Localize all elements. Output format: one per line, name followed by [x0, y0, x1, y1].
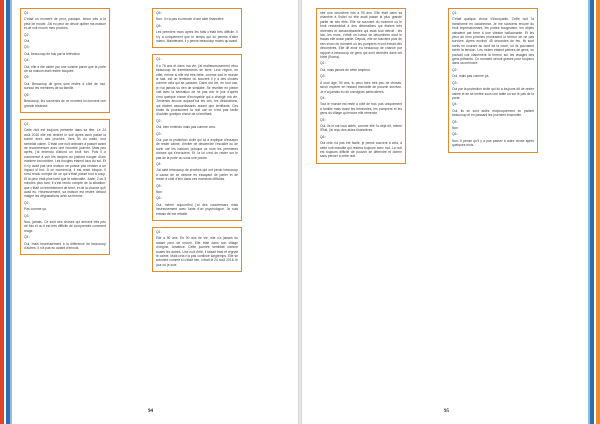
text-line: Q4 : — [452, 102, 459, 107]
text-line: Non, jamais. Ce sont des choses qui arrivent très peu de fois et où il est très difficile de comprendre comment réagir. — [24, 220, 106, 233]
text-line: Oui, beaucoup de fois par la télévision — [24, 51, 80, 56]
text-line: Elle a 90 ans. En 90 ans de vie, elle n'a jamais eu autant peur de mourir. Elle était dans son village d'origine, Amatrice. Cette journée semblait comme toutes les autres. Une nuit d'été, il faisait frais et régnait le calme. Mais cela n'a pas continué longtemps. Elle se souvient comme si c'était hier, c'était le 24 août 2016, le jour où je suis — [156, 236, 238, 267]
text-line: Q5 : — [156, 11, 163, 15]
text-line: Q1 : — [24, 11, 31, 15]
text-line: Cette nuit est toujours présente dans sa tête. Le 24 août 2016 elle est rentrée le soir après avoir passé la soirée avec des proches. Vers 3h du matin, tout semblait calme. C'était une nuit ordinaire à passer avant de recommencer avec une nouvelle journée. Mais peu après, j'ai entendu d'abord un bruit fort. Puis il a commencé à voir les lampes au plafond bouger d'une manière incontrôlée. Les bougies étaient tous au sol. Et il n'y avait pas une maison ne puisse pas résister à un impact si fort. À ce moment-là, il est resté bloqué. Il s'est rendu compte de ce qui s'était passé tout à coup. Et la peur était plus forte que la rationalité. Juste, 2 ou 3 minutes plus tard, il s'est rendu compte de la situation, que c'était un tremblement de terre, et de la chance qu'il avait eu. Heureusement, sa maison est restée debout malgré les dégradations avec sa femme. — [24, 128, 106, 199]
text-line: Q1 : — [156, 57, 163, 62]
text-line: Q3 : — [24, 213, 31, 218]
text-line: Q2 : — [24, 32, 31, 37]
text-line: Les premiers mois après les faits c'était très difficile. Il n'y a uniquement que le temps qui lui permis d'aller mieux. Maintenant, il y pense beaucoup moins qu'avant. — [156, 30, 239, 44]
testimony-box-3 — [152, 8, 242, 48]
text-line: Q4 : — [156, 161, 163, 166]
text-line: Q6 : — [156, 196, 163, 201]
column-4 — [448, 8, 538, 159]
text-line: J'ai aidé beaucoup de proches qui ont perdu beaucoup à cause de ce séisme en essayant de parler et de rester à côté d'eux dans ces moments difficiles. — [156, 168, 238, 182]
text-line: À mon âge, 90 ans, tu peux faire très peu de choses, sinon espérer en restant immobile de pouvoir survivre. Je n'ai jamais eu de consignes particulières. — [320, 80, 402, 94]
text-line: Q4 : — [24, 235, 31, 240]
text-line: Q3 : — [320, 74, 327, 79]
text-line: Q5 : — [156, 183, 163, 188]
text-line: Tout le monde est resté à côté de moi, pas uniquement à famille mais aussi les bénévoles, les pompiers et les gens du village qu'encore elle remercie. — [320, 102, 402, 116]
text-line: Q6 : — [320, 134, 327, 139]
text-line: Oui, mais jamais de cette ampleur. — [320, 67, 371, 72]
text-line: Oui cela n'a pas été facile, je pense souvent à cela, à cette nuit maudite qui restera toujours avec moi. La nuit est toujours difficile de pouvoir se détendre et dormir sans penser à cette nuit. — [320, 141, 402, 159]
column-3 — [316, 8, 406, 170]
right-border-stripe-orange — [596, 0, 600, 424]
text-line: Q3 : — [156, 131, 163, 136]
column-1 — [20, 8, 110, 261]
testimony-box-5 — [152, 227, 242, 272]
text-line: née une deuxième fois à 90 ans. Elle était dans sa chambre à l'hôtel où elle avait passé la plus grande partie de ses étés. Elle se souvient du moment où le bruit ressemblait à des détonations qui étaient très violentes et assourdissantes qui avait tout détruit : les lois, les murs, c'était un cumul de décombres dont le fracas elle aussi partie. Depuis, elle se souvient plus de rien sinon du moment où les pompiers m'ont extrait des décombres. Elle dit avoir eu beaucoup de chance par rapport à beaucoup de gens qui sont décédés dans cet hôtel (Roma). — [320, 11, 402, 60]
page-number-right: 95 — [444, 409, 449, 414]
text-line: Oui, mais pas comme ça. — [452, 74, 490, 79]
text-line: Q2 : — [24, 200, 31, 205]
text-line: Q1 : — [156, 230, 163, 235]
text-line: Non. Il n'a pas eu besoin d'une aide financière. — [156, 17, 225, 22]
text-line: Oui, par la protection civile qui lui a expliqué d'essayer de rester calme, d'éviter de descendre l'escalier ou de sortir car les balcons puisque ce sont les premières choses qui s'écroulent. Et, la loi c'est de rester sur le pas de la porte ou sous une poutre. — [156, 137, 238, 160]
column-2 — [152, 8, 242, 278]
text-line: Q6 : — [452, 132, 459, 137]
text-line: Oui, bien entendu mais pas comme cela. — [156, 125, 216, 130]
text-line: Non — [452, 125, 459, 130]
text-line: Q6 : — [24, 92, 31, 97]
testimony-box-2 — [20, 119, 110, 256]
testimony-box-6 — [316, 8, 406, 164]
text-line: Q2 : — [156, 118, 163, 123]
text-line: Oui. Beaucoup de gens sont restés à côté de moi, surtout les membres de sa famille. — [24, 81, 106, 91]
text-line: Q2 : — [452, 67, 459, 72]
text-line: Q3 : — [24, 45, 31, 50]
text-line: Beaucoup, les souvenirs de ce moment lui donnent une grande tristesse. — [24, 99, 106, 108]
text-line: Q5 : — [320, 117, 327, 122]
text-line: Oui, même aujourd'hui j'ai des cauchemars mais heureusement avec l'aide d'un psychologue. Je suis entrain de me rétablir. — [156, 202, 238, 216]
text-line: Il a 76 ans et dans ma vie, j'ai malheureusement vécu beaucoup de tremblements de terre. Leur région, en effet, même si elle est très belle, comme tout le monde le sait, est un territoire où souvent il y a des choses comme cela qui se passent. Dans ma vie, en tout cas, je n'ai jamais vu rien de similaire. Se réveiller en pleine nuit avec la sensation de ne pas voir le jour d'après c'est quelque chose d'incroyable qui a changé ma vie. J'entends encore aujourd'hui les cris, les détonations, qui étaient assourdissants autant que terrifiants. Ces bruits ils poursuivent la nuit car ce n'est pas facile d'oublier quelque chose de si terrifiant. — [156, 63, 238, 117]
testimony-box-4 — [152, 54, 242, 221]
text-line: Q3 : — [452, 80, 459, 85]
text-line: C'était quelque chose d'incroyable. Cette nuit l'a transformé en cauchemar. Je me souviens encore du bruit impressionnant, les portes bougeaient, les objets valsaient par terre à une vitesse hallucinante. Et les yeux de mes proches montraient la terreur de ne pas survivre. Après environ 45 secondes de feu, ils sont sortis en courant au bord de la route, où ils pouvaient sentir la tension. Les routes étaient pleines de gens, on pouvait voir clairement la terreur sur les visages des gens présents. Ce moment seront gravés pour toujours dans sa mémoire. — [452, 17, 534, 66]
text-line: Oui, mais heureusement à la différence de beaucoup d'autres. Il n'a pas eu autant d'ennuis. — [24, 241, 106, 251]
text-line: Pas comme ça. — [24, 207, 47, 212]
text-line: Q5 : — [24, 75, 31, 80]
text-line: Q4 : — [320, 95, 327, 100]
text-line: Q2 : — [320, 61, 327, 66]
text-line: Q5 : — [452, 119, 459, 124]
text-line: C'était un moment de peur, panique, tenue très à la peur de mourir. J'ai eu peur de devoir quitter ma maison et de voir mourir mes proches. — [24, 17, 106, 31]
left-border-stripe-light-blue — [10, 0, 12, 424]
text-line: Q6 : — [156, 23, 163, 28]
text-line: Oui par la protection civile qui lui a toujours dit de rester calme et de se mettre sous une table ou sur le pas de la porte. — [452, 87, 534, 100]
book-gutter — [298, 0, 302, 424]
testimony-box-7 — [448, 8, 538, 153]
text-line: Oui, ils se sont aidés réciproquement en parlant beaucoup et en passant les journées ensemble. — [452, 108, 534, 118]
text-line: Non — [156, 190, 163, 194]
testimony-box-1 — [20, 8, 110, 113]
text-line: Oui, elle a été aidée par une voisine parce que la porte de sa maison était restée bloquée. — [24, 64, 106, 74]
text-line: Q4 : — [24, 58, 31, 63]
text-line: Q1 : — [24, 121, 31, 126]
text-line: Q1 : — [452, 11, 459, 15]
page-number-left: 94 — [148, 409, 153, 414]
text-line: Oui. — [24, 39, 31, 44]
text-line: Non. Il pense qu'il y a pas passer à autre chose après quelques mois. — [452, 138, 534, 148]
text-line: Oui. Ils m'ont tous aidés, comme elle l'a déjà dit, même l'État, j'ai reçu des aides financières. — [320, 123, 402, 133]
